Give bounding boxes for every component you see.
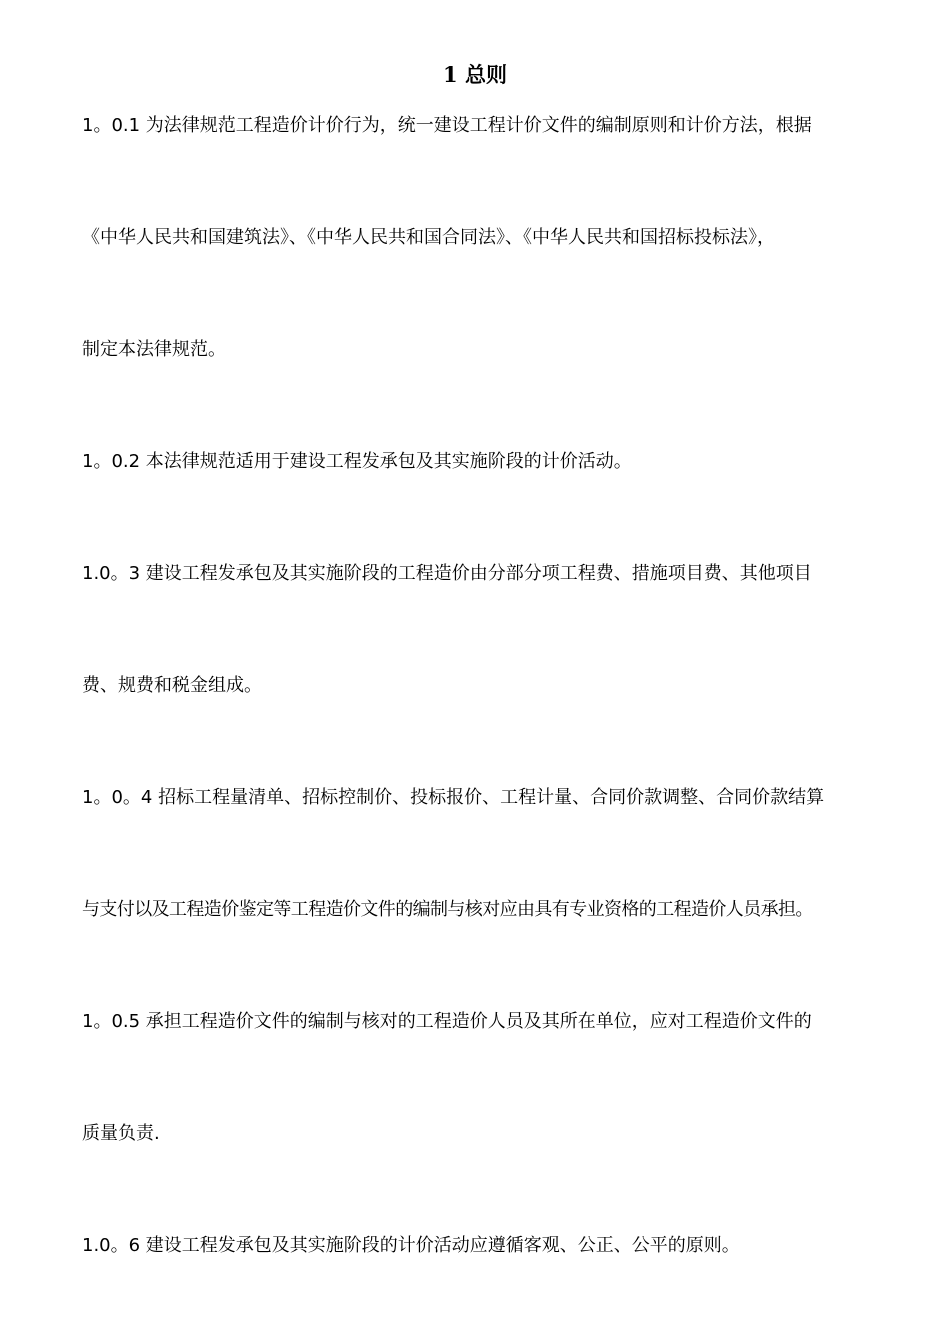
clause-1-0-1-line-1: 1。0.1 为法律规范工程造价计价行为，统一建设工程计价文件的编制原则和计价方法，根据 <box>82 115 812 136</box>
clause-1-0-1-line-3: 制定本法律规范。 <box>82 339 226 360</box>
clause-1-0-5-line-1: 1。0.5 承担工程造价文件的编制与核对的工程造价人员及其所在单位，应对工程造价文件的 <box>82 1011 812 1032</box>
clause-1-0-1-line-2: 《中华人民共和国建筑法》、《中华人民共和国合同法》、《中华人民共和国招标投标法》， <box>82 227 775 248</box>
clause-1-0-2: 1。0.2 本法律规范适用于建设工程发承包及其实施阶段的计价活动。 <box>82 451 632 472</box>
clause-1-0-3-line-1: 1.0。3 建设工程发承包及其实施阶段的工程造价由分部分项工程费、措施项目费、其他项目 <box>82 563 812 584</box>
clause-1-0-5-line-2: 质量负责. <box>82 1123 160 1144</box>
clause-1-0-4-line-1: 1。0。4 招标工程量清单、招标控制价、投标报价、工程计量、合同价款调整、合同价款结算 <box>82 787 825 808</box>
section-title: 1 总则 <box>443 62 507 87</box>
clause-1-0-4-line-2: 与支付以及工程造价鉴定等工程造价文件的编制与核对应由具有专业资格的工程造价人员承担。 <box>82 899 813 920</box>
clause-1-0-3-line-2: 费、规费和税金组成。 <box>82 675 262 696</box>
clause-1-0-6: 1.0。6 建设工程发承包及其实施阶段的计价活动应遵循客观、公正、公平的原则。 <box>82 1235 740 1256</box>
